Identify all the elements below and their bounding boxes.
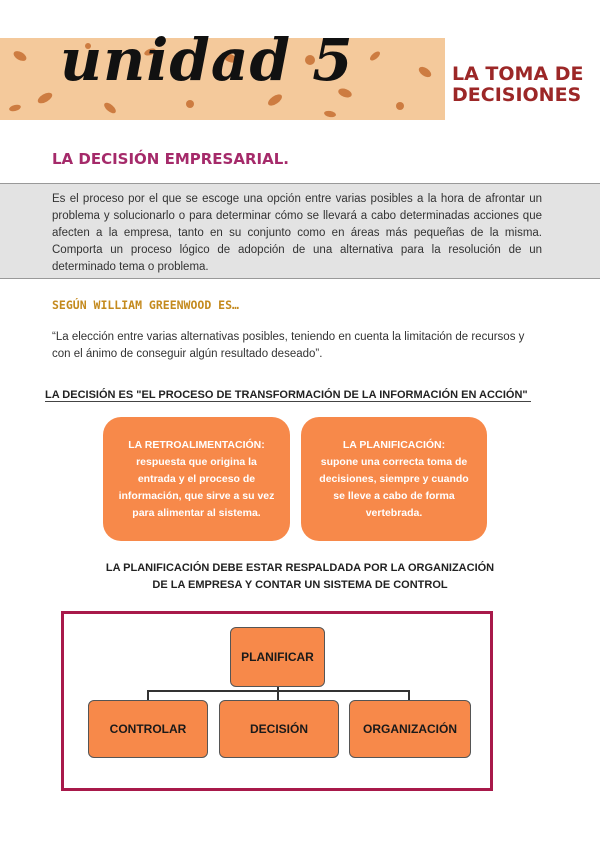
card-body: supone una correcta toma de decisiones, siempre y cuando se lleve a cabo de forma vertebrada. (319, 456, 469, 519)
divider (45, 401, 531, 402)
card-title: LA RETROALIMENTACIÓN: (128, 439, 265, 451)
connector-right (408, 690, 410, 700)
quote-author: SEGÚN WILLIAM GREENWOOD ES… (52, 298, 239, 312)
node-controlar: CONTROLAR (88, 700, 208, 758)
node-organizacion: ORGANIZACIÓN (349, 700, 471, 758)
decision-heading: LA DECISIÓN ES "EL PROCESO DE TRANSFORMACIÓN DE LA INFORMACIÓN EN ACCIÓN" (45, 389, 528, 401)
planning-heading-line2: DE LA EMPRESA Y CONTAR UN SISTEMA DE CONTROL (152, 579, 448, 591)
unit-title: unidad 5 (60, 26, 354, 94)
node-decision: DECISIÓN (219, 700, 339, 758)
planning-heading-line1: LA PLANIFICACIÓN DEBE ESTAR RESPALDADA POR LA ORGANIZACIÓN (105, 562, 495, 574)
topic-title-line2: DECISIONES (452, 84, 582, 106)
section-title: LA DECISIÓN EMPRESARIAL. (52, 150, 289, 168)
topic-title (452, 64, 592, 106)
topic-title-line1: LA TOMA DE (452, 63, 584, 85)
card-feedback (103, 417, 290, 541)
connector-middle (277, 690, 279, 700)
card-planning (301, 417, 487, 541)
node-planificar: PLANIFICAR (230, 627, 325, 687)
definition-text: Es el proceso por el que se escoge una opción entre varias posibles a la hora de afrontar un problema y solucionarlo o para determinar cómo se llevará a cabo determinadas acciones que afecten a la empresa, tanto en su conjunto como en áreas más pequeñas de la misma. Comporta un proceso lógico de adopción de una alternativa para la resolución de un determinado tema o problema. (52, 193, 542, 273)
quote-text: “La elección entre varias alternativas posibles, teniendo en cuenta la limitación de recursos y con el ánimo de conseguir algún resultado deseado”. (52, 331, 525, 360)
card-title: LA PLANIFICACIÓN: (342, 439, 446, 451)
planning-heading (75, 560, 525, 594)
card-body: respuesta que origina la entrada y el proceso de información, que sirve a su vez para alimentar al sistema. (118, 456, 275, 519)
connector-left (147, 690, 149, 700)
